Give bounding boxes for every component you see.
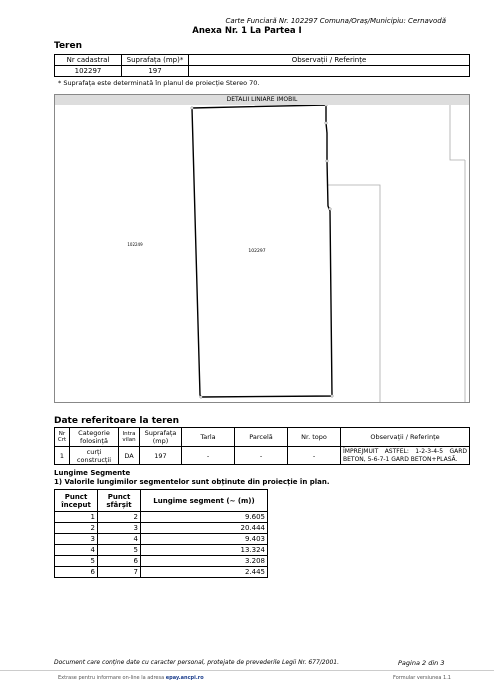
table-row (55, 545, 268, 556)
nr-topo-value: - (288, 447, 341, 465)
col-suprafata: Suprafața (mp)* (122, 55, 189, 66)
table-row (55, 523, 268, 534)
col-punct-inceput: Punct început (55, 490, 98, 512)
vertex-1 (191, 107, 193, 109)
segments-table (54, 489, 268, 578)
date-table (54, 427, 470, 465)
segmente-heading: Lungime Segmente (54, 469, 131, 477)
nr-crt-value: 1 (55, 447, 70, 465)
segment-end: 5 (98, 545, 141, 556)
col-categorie: Categorie folosință (70, 428, 119, 447)
surface-note: * Suprafața este determinată în planul de proiecție Stereo 70. (58, 79, 260, 87)
privacy-note: Document care conține date cu caracter personal, protejate de prevederile Legii Nr. 677/2001. (54, 659, 339, 666)
footer-extract (58, 675, 204, 681)
vertex-5 (329, 208, 331, 210)
observatii-value (189, 66, 470, 77)
page-title: Anexa Nr. 1 La Partea I (192, 26, 302, 36)
table-row (55, 556, 268, 567)
segment-start: 1 (55, 512, 98, 523)
suprafata-mp-value: 197 (140, 447, 182, 465)
parcel-map (54, 94, 470, 403)
nr-cadastral-value: 102297 (55, 66, 122, 77)
intravilan-value: DA (119, 447, 140, 465)
vertex-3 (325, 122, 327, 124)
suprafata-value: 197 (122, 66, 189, 77)
col-tarla: Tarla (182, 428, 235, 447)
footer-site-link[interactable]: epay.ancpi.ro (165, 675, 204, 681)
col-lungime: Lungime segment (~ (m)) (141, 490, 268, 512)
page-header: Carte Funciară Nr. 102297 Comuna/Oraș/Municipiu: Cernavodă (225, 17, 446, 25)
segment-start: 4 (55, 545, 98, 556)
segment-end: 3 (98, 523, 141, 534)
tarla-value: - (182, 447, 235, 465)
vertex-6 (331, 395, 333, 397)
col-nr-topo: Nr. topo (288, 428, 341, 447)
neighbour-line-1 (450, 105, 465, 160)
col-nr-cadastral: Nr cadastral (55, 55, 122, 66)
segment-length: 3.208 (141, 556, 268, 567)
segment-length: 13.324 (141, 545, 268, 556)
segment-end: 7 (98, 567, 141, 578)
segment-start: 2 (55, 523, 98, 534)
map-title: DETALII LINIARE IMOBIL (55, 95, 469, 105)
col-parcela: Parcelă (235, 428, 288, 447)
parcel-label: 102297 (248, 249, 266, 254)
table-row (55, 567, 268, 578)
categorie-value: curți construcții (70, 447, 119, 465)
segment-start: 3 (55, 534, 98, 545)
col-observatii: Observații / Referințe (189, 55, 470, 66)
segment-start: 6 (55, 567, 98, 578)
neighbour-line-3 (327, 185, 380, 402)
col-suprafata-mp: Suprafața (mp) (140, 428, 182, 447)
table-row (55, 512, 268, 523)
observatii-ref-value: ÎMPREJMUIT ASTFEL: 1-2-3-4-5 GARD BETON, 5-6-7-1 GARD BETON+PLASĂ. (341, 447, 470, 465)
parcel-drawing (55, 105, 469, 402)
segment-length: 20.444 (141, 523, 268, 534)
segment-end: 4 (98, 534, 141, 545)
vertex-4 (326, 160, 328, 162)
footer-extract-text: Extrase pentru informare on-line la adresa (58, 675, 165, 681)
vertex-2 (325, 105, 327, 106)
segment-end: 2 (98, 512, 141, 523)
parcela-value: - (235, 447, 288, 465)
vertex-7 (200, 396, 202, 398)
date-heading: Date referitoare la teren (54, 416, 180, 426)
segment-length: 9.403 (141, 534, 268, 545)
form-version: Formular versiunea 1.1 (393, 675, 451, 681)
footer-divider (0, 670, 494, 671)
neighbour-parcel-label: 102249 (127, 242, 143, 247)
table-row (55, 534, 268, 545)
segment-length: 2.445 (141, 567, 268, 578)
col-observatii-ref: Observații / Referințe (341, 428, 470, 447)
col-intravilan: Intra vilan (119, 428, 140, 447)
segmente-subheading: 1) Valorile lungimilor segmentelor sunt obținute din proiecție în plan. (54, 478, 330, 486)
col-punct-sfarsit: Punct sfârșit (98, 490, 141, 512)
segment-start: 5 (55, 556, 98, 567)
segment-end: 6 (98, 556, 141, 567)
teren-table (54, 54, 470, 77)
segment-length: 9.605 (141, 512, 268, 523)
teren-heading: Teren (54, 41, 82, 51)
col-nr-crt: Nr Crt (55, 428, 70, 447)
page-number: Pagina 2 din 3 (398, 659, 445, 667)
